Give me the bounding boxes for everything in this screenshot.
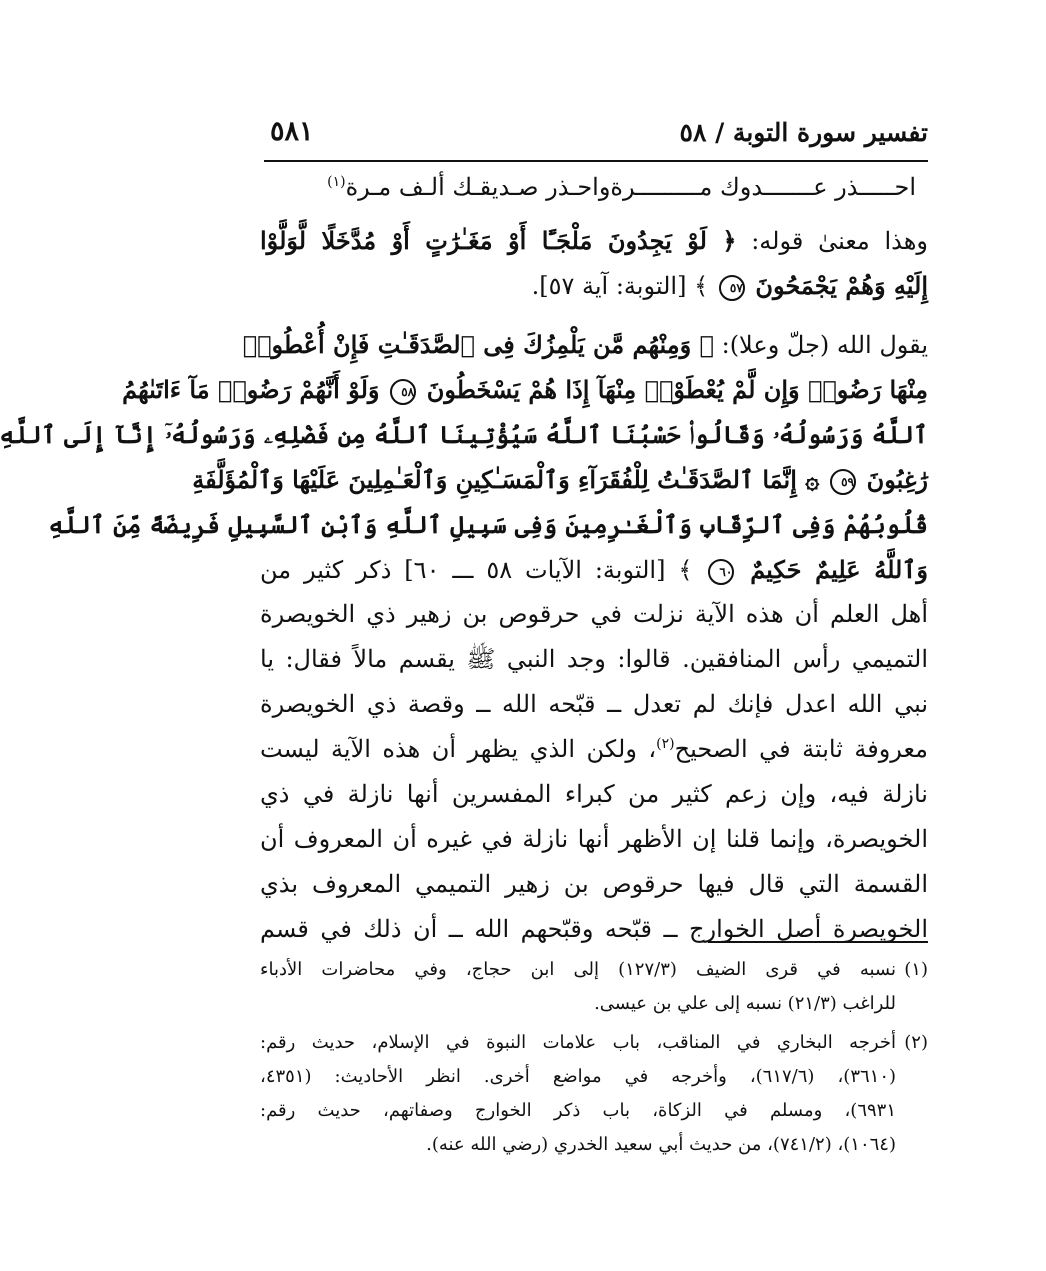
footnote-ref-1: (١) <box>327 174 346 190</box>
quran-verse: وَلَوْ أَنَّهُمْ رَضُوا۟ مَآ ءَاتَىٰهُمُ <box>122 375 380 404</box>
poem-verse <box>260 165 928 210</box>
text-line: أهل العلم أن هذه الآية نزلت في حرقوص بن زهير ذي الخويصرة <box>260 600 928 628</box>
text-line <box>48 502 928 547</box>
footnote-mark: (٢) <box>904 1032 928 1053</box>
quran-verse: ٱللَّهُ وَرَسُولُهُۥ وَقَالُوا۟ حَسْبُنَا ٱللَّهُ سَيُؤْتِينَا ٱللَّهُ مِن فَضْلِهِۦ وَرَسُولُهُۥٓ إِنَّآ إِلَى ٱللَّهِ <box>0 420 928 449</box>
page-number: ٥٨١ <box>270 116 314 147</box>
text-line <box>0 412 928 457</box>
text-line <box>242 322 928 367</box>
footnote-body <box>260 953 896 1021</box>
ayah-number-marker: ٥٩ <box>830 469 856 495</box>
text-line: الخويصرة أصل الخوارج ــ قبّحه وقبّحهم الله ــ أن ذلك في قسم <box>260 915 928 943</box>
main-text <box>0 165 928 952</box>
footnote-line: (٣٦١٠)، (٦١٧/٦)، وأخرجه في مواضع أخرى. انظر الأحاديث: (٤٣٥١، <box>260 1066 897 1087</box>
footnote-separator <box>708 941 928 943</box>
quran-verse: رَٰغِبُونَ <box>866 465 928 494</box>
text-line <box>260 218 928 263</box>
footnote-2 <box>260 1026 928 1162</box>
text-line: القسمة التي قال فيها حرقوص بن زهير التميمي المعروف بذي <box>260 870 928 898</box>
running-title: تفسير سورة التوبة / ٥٨ <box>679 118 928 147</box>
footnotes <box>260 953 928 1167</box>
quran-verse: إِلَيْهِ وَهُمْ يَجْمَحُونَ <box>755 271 928 300</box>
footnote-body <box>260 1026 896 1162</box>
surah-reference: ﴾ [التوبة: الآيات ٥٨ ـــ ٦٠] ذكر كثير من <box>260 556 693 584</box>
text-line <box>260 263 928 308</box>
quran-verse: ﴿ لَوْ يَجِدُونَ مَلْجَـًٔا أَوْ مَغَـٰرَٰتٍ أَوْ مُدَّخَلًا لَّوَلَّوْا <box>260 226 737 255</box>
header-rule <box>264 160 928 162</box>
footnote-line: ٦٩٣١)، ومسلم في الزكاة، باب ذكر الخوارج وصفاتهم، حديث رقم: <box>260 1100 896 1121</box>
ayah-number-marker: ٥٨ <box>390 379 416 405</box>
footnote-line: للراغب (٢١/٣) نسبه إلى علي بن عيسى. <box>594 993 896 1014</box>
ayah-number-marker: ٥٧ <box>719 275 745 301</box>
quran-verse: قُلُوبُهُمْ وَفِى ٱلرِّقَابِ وَٱلْغَـٰرِمِينَ وَفِى سَبِيلِ ٱللَّهِ وَٱبْنِ ٱلسَّبِيلِ فَرِيضَةً مِّنَ ٱللَّهِ <box>48 510 928 539</box>
footnote-line: (١٠٦٤)، (٧٤١/٢)، من حديث أبي سعيد الخدري (رضي الله عنه). <box>426 1134 896 1155</box>
paragraph-lead: يقول الله (جلّ وعلا): <box>721 331 928 359</box>
text-line <box>260 547 928 592</box>
text-fragment: معروفة ثابتة في الصحيح <box>674 735 928 763</box>
text-line <box>192 457 928 502</box>
text-fragment: ، ولكن الذي يظهر أن هذه الآية ليست <box>260 735 657 763</box>
footnote-1 <box>260 953 928 1021</box>
text-line: نبي الله اعدل فإنك لم تعدل ــ قبّحه الله ــ وقصة ذي الخويصرة <box>260 690 928 718</box>
quran-verse: ۞ إِنَّمَا ٱلصَّدَقَـٰتُ لِلْفُقَرَآءِ وَٱلْمَسَـٰكِينِ وَٱلْعَـٰمِلِينَ عَلَيْهَا وَٱلْمُؤَلَّفَةِ <box>192 465 820 494</box>
ayah-number-marker: ٦٠ <box>708 559 734 585</box>
quran-verse: ﴿ وَمِنْهُم مَّن يَلْمِزُكَ فِى ٱلصَّدَقَـٰتِ فَإِنْ أُعْطُوا۟ <box>242 330 714 359</box>
quran-verse: مِنْهَا رَضُوا۟ وَإِن لَّمْ يُعْطَوْا۟ مِنْهَآ إِذَا هُمْ يَسْخَطُونَ <box>426 375 928 404</box>
poem-hemistich-left <box>327 165 610 210</box>
text-line <box>122 367 928 412</box>
surah-reference: ﴾ [التوبة: آية ٥٧]. <box>531 272 709 300</box>
poem-hemistich-left-text: واحـذر صـديقـك ألـف مـرة <box>345 173 611 201</box>
quran-verse: وَٱللَّهُ عَلِيمٌ حَكِيمٌ <box>750 555 928 584</box>
poem-hemistich-right: احـــــذر عـــــــدوك مـــــــــرة <box>610 173 916 201</box>
text-line: الخويصرة، وإنما قلنا إن الأظهر أنها نازلة في غيره أن المعروف أن <box>260 825 928 853</box>
text-line: التميمي رأس المنافقين. قالوا: وجد النبي ﷺ يقسم مالاً فقال: يا <box>260 645 928 673</box>
footnote-line: نسبه في قرى الضيف (١٢٧/٣) إلى ابن حجاج، وفي محاضرات الأدباء <box>260 959 896 980</box>
text-line <box>260 727 928 772</box>
text-line: نازلة فيه، وإن زعم كثير من كبراء المفسرين أنها نازلة في ذي <box>260 780 928 808</box>
footnote-line: أخرجه البخاري في المناقب، باب علامات النبوة في الإسلام، حديث رقم: <box>260 1032 896 1053</box>
footnote-ref-2: (٢) <box>656 736 675 752</box>
paragraph-lead: وهذا معنىٰ قوله: <box>751 227 928 255</box>
footnote-mark: (١) <box>904 959 928 980</box>
